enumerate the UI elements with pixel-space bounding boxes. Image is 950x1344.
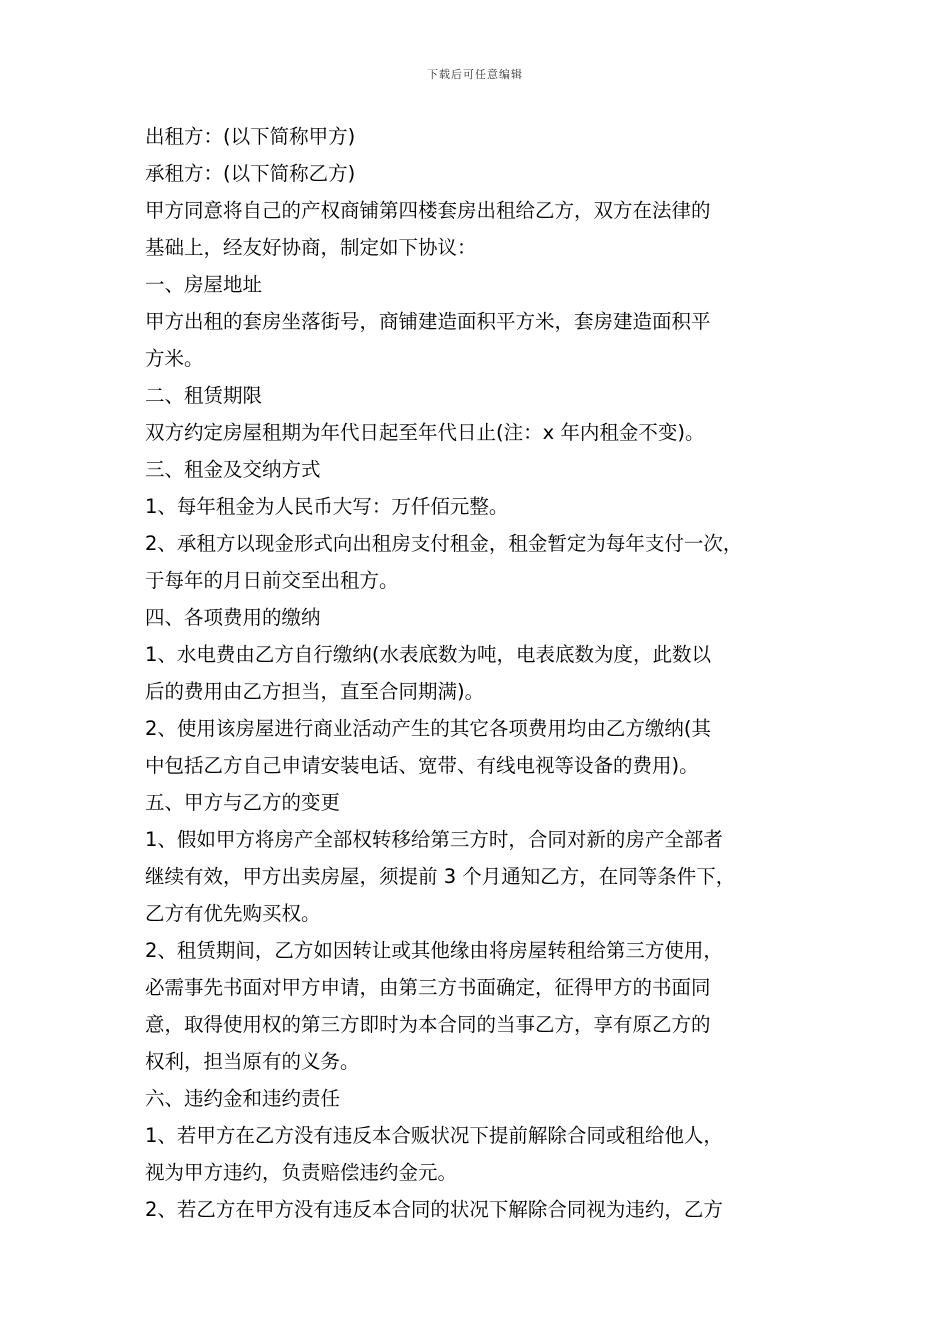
section-heading: 二、租赁期限 bbox=[145, 384, 263, 407]
text-line: 后的费用由乙方担当，直至合同期满)。 bbox=[145, 680, 485, 703]
section-heading: 六、违约金和违约责任 bbox=[145, 1087, 341, 1110]
section-heading: 四、各项费用的缴纳 bbox=[145, 606, 321, 629]
text-line: 承租方：(以下简称乙方) bbox=[145, 162, 356, 185]
text-line: 甲方出租的套房坐落街号，商铺建造面积平方米，套房建造面积平 bbox=[145, 310, 711, 333]
text-line: 2、租赁期间，乙方如因转让或其他缘由将房屋转租给第三方使用， bbox=[145, 939, 723, 962]
text-line: 1、水电费由乙方自行缴纳(水表底数为吨，电表底数为度，此数以 bbox=[145, 643, 712, 666]
text-line: 2、若乙方在甲方没有违反本合同的状况下解除合同视为违约，乙方 bbox=[145, 1198, 723, 1221]
text-line: 方米。 bbox=[145, 347, 204, 370]
text-line: 出租方：(以下简称甲方) bbox=[145, 125, 356, 148]
text-line: 2、承租方以现金形式向出租房支付租金，租金暂定为每年支付一次， bbox=[145, 532, 743, 555]
text-line: 意，取得使用权的第三方即时为本合同的当事乙方，享有原乙方的 bbox=[145, 1013, 711, 1036]
text-line: 中包括乙方自己申请安装电话、宽带、有线电视等设备的费用)。 bbox=[145, 754, 699, 777]
text-line: 甲方同意将自己的产权商铺第四楼套房出租给乙方，双方在法律的 bbox=[145, 199, 711, 222]
section-heading: 三、租金及交纳方式 bbox=[145, 458, 321, 481]
text-line: 乙方有优先购买权。 bbox=[145, 902, 321, 925]
text-line: 视为甲方违约，负责赔偿违约金元。 bbox=[145, 1161, 458, 1184]
text-line: 2、使用该房屋进行商业活动产生的其它各项费用均由乙方缴纳(其 bbox=[145, 717, 712, 740]
contract-body bbox=[145, 118, 817, 1228]
page-header-note: 下载后可任意编辑 bbox=[427, 68, 523, 81]
section-heading: 一、房屋地址 bbox=[145, 273, 263, 296]
text-line: 必需事先书面对甲方申请，由第三方书面确定，征得甲方的书面同 bbox=[145, 976, 711, 999]
text-line: 1、每年租金为人民币大写：万仟佰元整。 bbox=[145, 495, 509, 518]
text-line: 于每年的月日前交至出租方。 bbox=[145, 569, 399, 592]
text-line: 1、若甲方在乙方没有违反本合贩状况下提前解除合同或租给他人， bbox=[145, 1124, 723, 1147]
text-line: 双方约定房屋租期为年代日起至年代日止(注：x 年内租金不变)。 bbox=[145, 421, 705, 444]
text-line: 基础上，经友好协商，制定如下协议： bbox=[145, 236, 477, 259]
text-line: 权利，担当原有的义务。 bbox=[145, 1050, 360, 1073]
text-line: 1、假如甲方将房产全部权转移给第三方时，合同对新的房产全部者 bbox=[145, 828, 723, 851]
section-heading: 五、甲方与乙方的变更 bbox=[145, 791, 341, 814]
text-line: 继续有效，甲方出卖房屋，须提前 3 个月通知乙方，在同等条件下， bbox=[145, 865, 736, 888]
